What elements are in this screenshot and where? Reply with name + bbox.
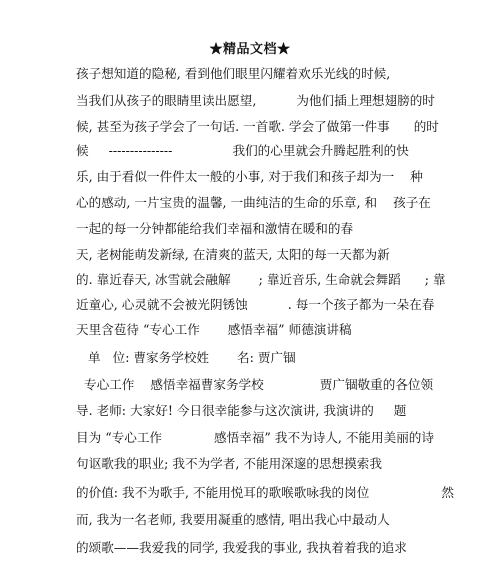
body-line: 专心工作 感悟幸福曹家务学校 贾广锢敬重的各位领: [84, 377, 434, 392]
body-line: 天里含苞待 “专心工作 感悟幸福” 师德演讲稿: [76, 322, 352, 337]
body-line: 心的感动, 一片宝贵的温馨, 一曲纯洁的生命的乐章, 和 孩子在: [76, 195, 431, 210]
body-line: 而, 我为一名老师, 我要用凝重的感情, 唱出我心中最动人: [76, 512, 390, 527]
body-line: 天, 老树能萌发新绿, 在清爽的蓝天, 太阳的每一天都为新: [76, 247, 390, 262]
body-line: 候 --------------- 我们的心里就会升腾起胜利的快: [76, 143, 409, 158]
body-line: 当我们从孩子的眼睛里读出愿望, 为他们插上理想翅膀的时: [76, 93, 435, 108]
body-line: 的颂歌——我爱我的同学, 我爱我的事业, 我执着着我的追求: [76, 540, 407, 555]
body-line: 乐, 由于看似一件件太一般的小事, 对于我们和孩子却为一 种: [76, 169, 423, 184]
body-line: 的. 靠近春天, 冰雪就会融解 ; 靠近音乐, 生命就会舞蹈 ; 靠: [76, 272, 446, 287]
bleed-through-text: [80, 556, 420, 564]
body-line: 一起的每一分钟都能给我们幸福和激情在暖和的春: [76, 221, 354, 236]
body-line: 导. 老师: 大家好! 今日很幸能参与这次演讲, 我演讲的 题: [76, 403, 407, 418]
body-line: 候, 甚至为孩子学会了一句话. 一首歌. 学会了做第一件事 的时: [76, 119, 439, 134]
body-line: 近童心, 心灵就不会被光阴锈蚀 . 每一个孩子都为一朵在春: [76, 297, 435, 312]
document-header-title: ★精品文档★: [209, 42, 291, 57]
body-line: 的价值: 我不为歌手, 不能用悦耳的歌喉歌咏我的岗位 然: [76, 485, 454, 500]
body-line: 句讴歌我的职业; 我不为学者, 不能用深邃的思想摸索我: [76, 456, 382, 471]
body-line: 孩子想知道的隐秘, 看到他们眼里闪耀着欢乐光线的时候,: [76, 66, 391, 81]
body-line: 目为 “专心工作 感悟幸福” 我不为诗人, 不能用美丽的诗: [76, 430, 434, 445]
body-line: 单 位: 曹家务学校姓 名: 贾广锢: [88, 350, 296, 365]
